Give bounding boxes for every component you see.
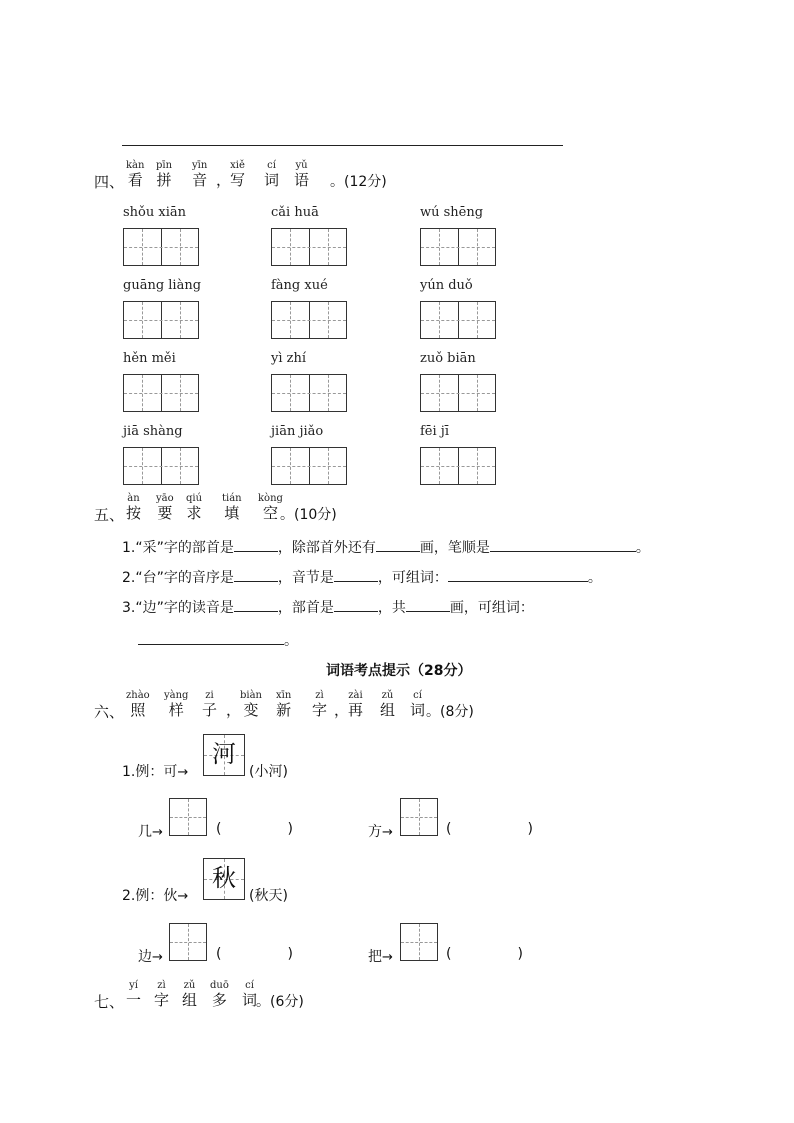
ruby-pinyin: yǔ bbox=[295, 160, 308, 171]
item-bian-char: 边 bbox=[138, 949, 152, 965]
ruby-pinyin: xīn bbox=[276, 690, 292, 701]
question-5-2 bbox=[122, 567, 602, 587]
section6-heading bbox=[94, 690, 494, 722]
writing-grid-box[interactable] bbox=[420, 447, 496, 485]
ruby-char bbox=[156, 493, 174, 522]
open-paren: ( bbox=[446, 821, 452, 837]
ruby-hanzi: 照 bbox=[130, 701, 146, 719]
ruby-pinyin: zǔ bbox=[183, 980, 196, 991]
writing-grid-box[interactable] bbox=[271, 301, 347, 339]
item-bian-paren[interactable] bbox=[216, 946, 293, 962]
ruby-char bbox=[242, 980, 257, 1009]
q2-blank-word[interactable] bbox=[448, 567, 588, 582]
item-fang-paren[interactable] bbox=[446, 821, 533, 837]
writing-grid-box[interactable] bbox=[123, 447, 199, 485]
question-5-1 bbox=[122, 537, 650, 557]
pinyin-word: guāng liàng bbox=[123, 278, 202, 293]
ruby-hanzi: 求 bbox=[186, 504, 202, 522]
example-1-answer: (小河) bbox=[249, 764, 288, 780]
section4-number: 四、 bbox=[94, 173, 125, 191]
ruby-char bbox=[312, 690, 327, 719]
ruby-pinyin: yí bbox=[129, 980, 138, 991]
pinyin-word: yì zhí bbox=[271, 351, 307, 366]
ruby-hanzi: 音 bbox=[192, 171, 208, 189]
open-paren: ( bbox=[446, 946, 452, 962]
open-paren: ( bbox=[216, 946, 222, 962]
q1-blank-radical[interactable] bbox=[234, 537, 278, 552]
arrow-icon: → bbox=[177, 765, 189, 780]
ruby-pinyin bbox=[334, 690, 349, 701]
writing-grid-box[interactable] bbox=[271, 447, 347, 485]
open-paren: ( bbox=[216, 821, 222, 837]
writing-grid-box[interactable] bbox=[420, 228, 496, 266]
ruby-char bbox=[154, 980, 169, 1009]
ruby-pinyin: cí bbox=[267, 160, 276, 171]
ruby-char bbox=[156, 160, 172, 189]
arrow-icon: → bbox=[382, 950, 393, 965]
ruby-pinyin: xiě bbox=[230, 160, 245, 171]
arrow-icon: → bbox=[152, 950, 163, 965]
section7-heading bbox=[94, 980, 394, 1012]
writing-grid-box[interactable] bbox=[123, 301, 199, 339]
q1-blank-order[interactable] bbox=[490, 537, 636, 552]
close-paren: ) bbox=[517, 946, 523, 962]
ruby-hanzi: 再 bbox=[348, 701, 364, 719]
ruby-char bbox=[210, 980, 229, 1009]
ruby-char bbox=[126, 980, 141, 1009]
q2-text-b: ，音节是 bbox=[277, 570, 334, 586]
pinyin-word: fàng xué bbox=[271, 278, 328, 293]
item-ji-paren[interactable] bbox=[216, 821, 293, 837]
pinyin-word: jiān jiǎo bbox=[271, 424, 324, 439]
item-ba-box[interactable] bbox=[400, 923, 438, 961]
ruby-char bbox=[216, 160, 231, 189]
close-paren: ) bbox=[527, 821, 533, 837]
ruby-pinyin: àn bbox=[127, 493, 140, 504]
ruby-pinyin: zì bbox=[315, 690, 324, 701]
pinyin-word: wú shēng bbox=[420, 205, 484, 220]
example-1-label bbox=[122, 761, 188, 781]
ruby-pinyin: tián bbox=[222, 493, 242, 504]
pinyin-word: shǒu xiān bbox=[123, 205, 186, 220]
writing-grid-box[interactable] bbox=[420, 301, 496, 339]
q3-text-e: 。 bbox=[284, 633, 298, 649]
example-2-box bbox=[203, 858, 245, 900]
ruby-pinyin: pīn bbox=[156, 160, 173, 171]
item-fang-char: 方 bbox=[368, 824, 382, 840]
ruby-hanzi: 词 bbox=[242, 991, 258, 1009]
ruby-char bbox=[126, 493, 141, 522]
item-ba bbox=[368, 946, 393, 966]
q3-blank-word[interactable] bbox=[138, 630, 284, 645]
section6-score: 。(8分) bbox=[426, 704, 474, 720]
writing-grid-box[interactable] bbox=[420, 374, 496, 412]
writing-grid-box[interactable] bbox=[271, 228, 347, 266]
ruby-hanzi: 空 bbox=[262, 504, 278, 522]
ruby-pinyin: yàng bbox=[164, 690, 189, 701]
example-1-text: 1.例：可 bbox=[122, 764, 178, 780]
ruby-hanzi: 多 bbox=[211, 991, 227, 1009]
ruby-char bbox=[230, 160, 245, 189]
pinyin-word: hěn měi bbox=[123, 351, 176, 366]
ruby-hanzi: 新 bbox=[276, 701, 292, 719]
ruby-hanzi: 写 bbox=[230, 171, 246, 189]
ruby-pinyin: biàn bbox=[240, 690, 263, 701]
ruby-hanzi: 一 bbox=[126, 991, 142, 1009]
q3-text-d: 画，可组词： bbox=[449, 600, 534, 616]
item-ba-char: 把 bbox=[368, 949, 382, 965]
q3-text-c: ，共 bbox=[377, 600, 406, 616]
arrow-icon: → bbox=[152, 825, 163, 840]
ruby-pinyin: cí bbox=[413, 690, 422, 701]
ruby-char bbox=[202, 690, 217, 719]
q2-text-c: ，可组词： bbox=[377, 570, 448, 586]
pinyin-word: jiā shàng bbox=[123, 424, 183, 439]
q1-blank-strokes[interactable] bbox=[376, 537, 420, 552]
ruby-char bbox=[192, 160, 207, 189]
ruby-pinyin: duō bbox=[210, 980, 229, 991]
ruby-hanzi: 子 bbox=[202, 701, 218, 719]
ruby-hanzi: ， bbox=[226, 701, 242, 719]
ruby-hanzi: 词 bbox=[264, 171, 280, 189]
item-bian-box[interactable] bbox=[169, 923, 207, 961]
q3-blank-reading[interactable] bbox=[234, 597, 278, 612]
arrow-icon: → bbox=[382, 825, 393, 840]
ruby-pinyin: kòng bbox=[258, 493, 283, 504]
q2-text-a: 2.“台”字的音序是 bbox=[122, 570, 234, 586]
ruby-char bbox=[164, 690, 188, 719]
writing-grid-box[interactable] bbox=[123, 228, 199, 266]
q2-blank-letter[interactable] bbox=[234, 567, 278, 582]
ruby-pinyin: zi bbox=[205, 690, 214, 701]
ruby-hanzi: 要 bbox=[157, 504, 173, 522]
q1-text-a: 1.“采”字的部首是 bbox=[122, 540, 234, 556]
ruby-char bbox=[240, 690, 262, 719]
ruby-hanzi: 变 bbox=[243, 701, 259, 719]
ruby-hanzi: 语 bbox=[294, 171, 310, 189]
ruby-hanzi: 按 bbox=[126, 504, 142, 522]
writing-grid-box[interactable] bbox=[271, 374, 347, 412]
item-ji bbox=[138, 821, 163, 841]
arrow-icon: → bbox=[177, 889, 189, 904]
pinyin-word: zuǒ biān bbox=[420, 351, 476, 366]
item-fang bbox=[368, 821, 393, 841]
ruby-char bbox=[182, 980, 197, 1009]
ruby-pinyin: kàn bbox=[126, 160, 145, 171]
ruby-char bbox=[380, 690, 395, 719]
q1-text-c: 画，笔顺是 bbox=[419, 540, 490, 556]
top-rule bbox=[122, 145, 563, 146]
ruby-char bbox=[126, 690, 150, 719]
ruby-hanzi: 词 bbox=[410, 701, 426, 719]
ruby-pinyin bbox=[216, 160, 231, 171]
q3-text-b: ，部首是 bbox=[277, 600, 334, 616]
section7-score: 。(6分) bbox=[256, 994, 304, 1010]
ruby-pinyin bbox=[226, 690, 241, 701]
ruby-hanzi: 字 bbox=[154, 991, 170, 1009]
ruby-hanzi: ， bbox=[334, 701, 350, 719]
section4-heading bbox=[94, 160, 394, 192]
ruby-hanzi: 填 bbox=[224, 504, 240, 522]
pinyin-word: cǎi huā bbox=[271, 205, 319, 220]
example-1-box bbox=[203, 734, 245, 776]
section5-score: 。(10分) bbox=[280, 507, 337, 523]
q1-text-b: ，除部首外还有 bbox=[277, 540, 376, 556]
example-1-char: 河 bbox=[212, 740, 236, 768]
ruby-char bbox=[334, 690, 349, 719]
section6-number: 六、 bbox=[94, 703, 125, 721]
ruby-pinyin: zài bbox=[348, 690, 363, 701]
item-ba-paren[interactable] bbox=[446, 946, 523, 962]
writing-grid-box[interactable] bbox=[123, 374, 199, 412]
ruby-pinyin: yīn bbox=[192, 160, 208, 171]
pinyin-word: fēi jī bbox=[420, 424, 449, 439]
ruby-char bbox=[226, 690, 241, 719]
section7-number: 七、 bbox=[94, 993, 125, 1011]
item-fang-box[interactable] bbox=[400, 798, 438, 836]
item-ji-box[interactable] bbox=[169, 798, 207, 836]
ruby-pinyin: yāo bbox=[156, 493, 174, 504]
ruby-char bbox=[294, 160, 309, 189]
example-2-char: 秋 bbox=[212, 864, 236, 892]
q2-blank-syllable[interactable] bbox=[334, 567, 378, 582]
ruby-char bbox=[264, 160, 279, 189]
ruby-pinyin: zì bbox=[157, 980, 166, 991]
ruby-hanzi: 样 bbox=[168, 701, 184, 719]
vocab-section-title: 词语考点提示（28分） bbox=[326, 663, 472, 679]
ruby-pinyin: qiú bbox=[186, 493, 203, 504]
ruby-hanzi: 拼 bbox=[156, 171, 172, 189]
ruby-char bbox=[222, 493, 242, 522]
pinyin-word: yún duǒ bbox=[420, 278, 473, 293]
q3-text-a: 3.“边”字的读音是 bbox=[122, 600, 234, 616]
section4-score: 。(12分) bbox=[330, 174, 387, 190]
ruby-pinyin: cí bbox=[245, 980, 254, 991]
q3-blank-strokes[interactable] bbox=[406, 597, 450, 612]
ruby-pinyin: zhào bbox=[126, 690, 150, 701]
example-2-label bbox=[122, 885, 188, 905]
example-2-answer: (秋天) bbox=[249, 888, 288, 904]
close-paren: ) bbox=[287, 946, 293, 962]
ruby-char bbox=[276, 690, 291, 719]
section5-heading bbox=[94, 493, 394, 525]
item-bian bbox=[138, 946, 163, 966]
example-2-text: 2.例：伙 bbox=[122, 888, 178, 904]
ruby-hanzi: 看 bbox=[127, 171, 143, 189]
section5-number: 五、 bbox=[94, 506, 125, 524]
q3-blank-radical[interactable] bbox=[334, 597, 378, 612]
ruby-char bbox=[126, 160, 144, 189]
ruby-hanzi: 字 bbox=[312, 701, 328, 719]
ruby-hanzi: 组 bbox=[182, 991, 198, 1009]
q1-text-d: 。 bbox=[635, 540, 650, 556]
item-ji-char: 几 bbox=[138, 824, 152, 840]
ruby-char bbox=[348, 690, 363, 719]
question-5-3 bbox=[122, 597, 534, 617]
ruby-hanzi: ， bbox=[216, 171, 232, 189]
ruby-char bbox=[186, 493, 202, 522]
ruby-char bbox=[410, 690, 425, 719]
close-paren: ) bbox=[287, 821, 293, 837]
question-5-3-cont bbox=[138, 630, 298, 650]
q2-text-d: 。 bbox=[587, 570, 602, 586]
ruby-hanzi: 组 bbox=[380, 701, 396, 719]
ruby-pinyin: zǔ bbox=[381, 690, 394, 701]
